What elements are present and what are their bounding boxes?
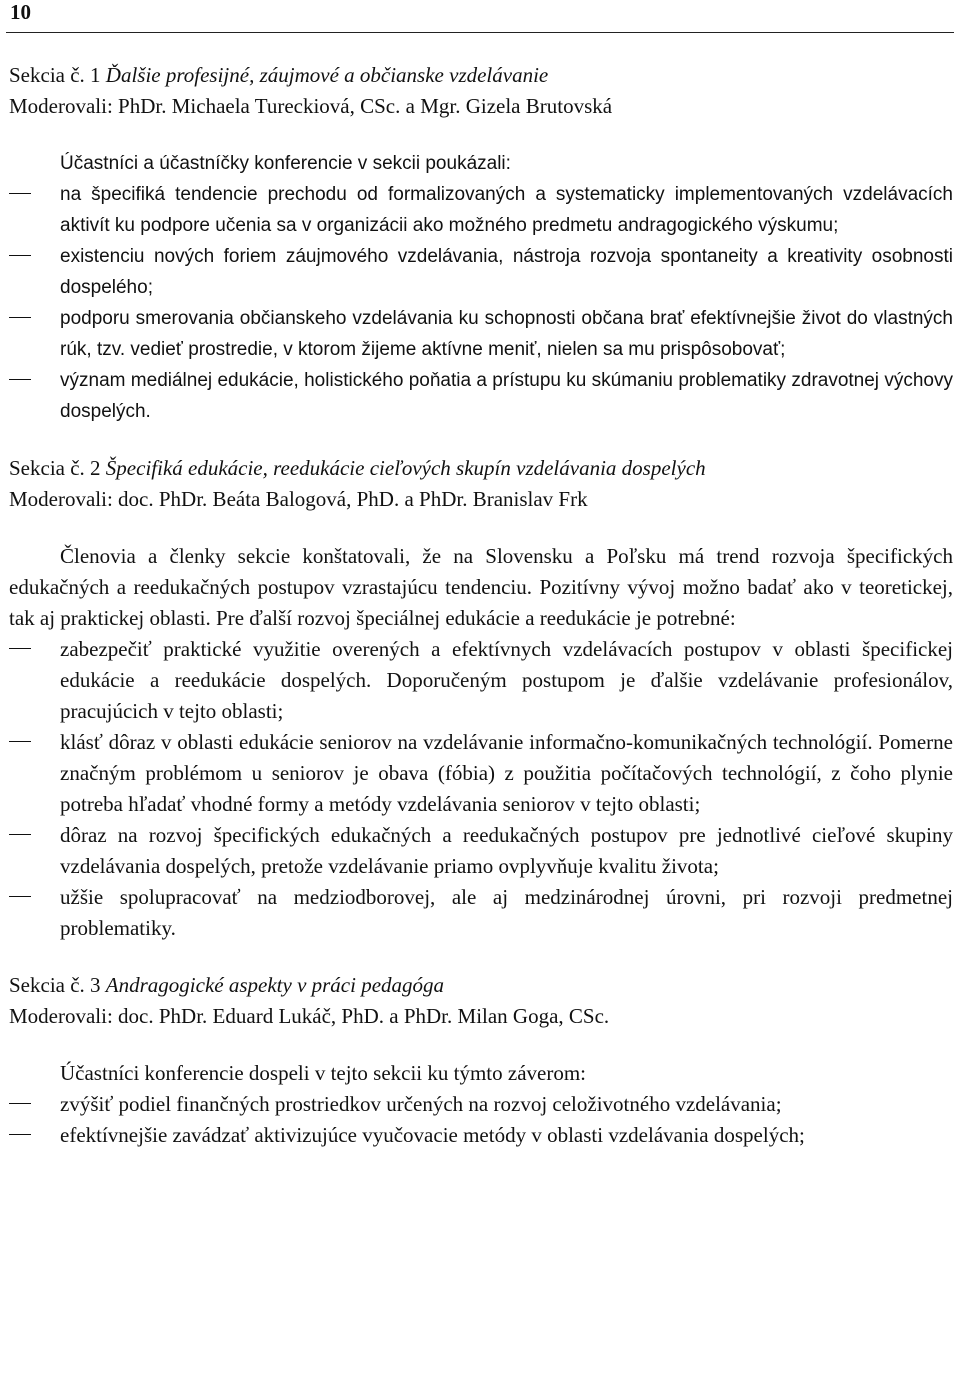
section-title <box>9 60 953 91</box>
section-name: Špecifiká edukácie, reedukácie cieľových skupín vzdelávania dospelých <box>105 456 706 480</box>
section-moderators: Moderovali: PhDr. Michaela Tureckiová, CSc. a Mgr. Gizela Brutovská <box>9 94 613 118</box>
section-title <box>9 453 953 484</box>
dash-bullet-icon <box>9 741 31 742</box>
section-name: Andragogické aspekty v práci pedagóga <box>105 973 445 997</box>
list-item: existenciu nových foriem záujmového vzdelávania, nástroja rozvoja spontaneity a kreativity osobnosti dospelého; <box>9 241 953 303</box>
list-item: zvýšiť podiel finančných prostriedkov určených na rozvoj celoživotného vzdelávania; <box>9 1089 953 1120</box>
dash-bullet-icon <box>9 1103 31 1104</box>
section-1 <box>9 60 953 427</box>
dash-bullet-icon <box>9 255 31 256</box>
bullet-list <box>9 179 953 427</box>
list-item: užšie spolupracovať na medziodborovej, ale aj medzinárodnej úrovni, pri rozvoji predmetnej problematiky. <box>9 882 953 944</box>
list-item: podporu smerovania občianskeho vzdelávania ku schopnosti občana brať efektívnejšie život do vlastných rúk, tzv. vedieť prostredie, v ktorom žijeme aktívne meniť, nielen sa mu prispôsobovať; <box>9 303 953 365</box>
dash-bullet-icon <box>9 648 31 649</box>
section-3 <box>9 970 953 1151</box>
section-2 <box>9 453 953 944</box>
dash-bullet-icon <box>9 193 31 194</box>
dash-bullet-icon <box>9 1134 31 1135</box>
bullet-list <box>9 634 953 944</box>
header-rule <box>6 32 954 33</box>
section-intro: Účastníci konferencie dospeli v tejto sekcii ku týmto záverom: <box>60 1061 587 1085</box>
dash-bullet-icon <box>9 379 31 380</box>
list-item: efektívnejšie zavádzať aktivizujúce vyučovacie metódy v oblasti vzdelávania dospelých; <box>9 1120 953 1151</box>
section-moderators: Moderovali: doc. PhDr. Beáta Balogová, PhD. a PhDr. Branislav Frk <box>9 487 588 511</box>
document-body <box>9 60 953 1177</box>
page-header <box>0 0 960 34</box>
dash-bullet-icon <box>9 896 31 897</box>
list-item: zabezpečiť praktické využitie overených a efektívnych vzdelávacích postupov v oblasti špecifickej edukácie a reedukácie dospelých. Doporučeným postupom je ďalšie vzdelávanie profesionálov, pracujúcich v tejto oblasti; <box>9 634 953 727</box>
section-moderators: Moderovali: doc. PhDr. Eduard Lukáč, PhD. a PhDr. Milan Goga, CSc. <box>9 1004 610 1028</box>
list-item: na špecifiká tendencie prechodu od formalizovaných a systematicky implementovaných vzdelávacích aktivít ku podpore učenia sa v organizácii ako možného predmetu andragogického výskumu; <box>9 179 953 241</box>
section-name: Ďalšie profesijné, záujmové a občianske vzdelávanie <box>105 63 549 87</box>
dash-bullet-icon <box>9 834 31 835</box>
section-label: Sekcia č. 1 <box>9 63 106 87</box>
section-intro: Členovia a členky sekcie konštatovali, že na Slovensku a Poľsku má trend rozvoja špecifických edukačných a reedukačných postupov vzrastajúcu tendenciu. Pozitívny vývoj možno badať ako v teoretickej, tak aj praktickej oblasti. Pre ďalší rozvoj špeciálnej edukácie a reedukácie je potrebné: <box>9 544 953 630</box>
dash-bullet-icon <box>9 317 31 318</box>
section-intro: Účastníci a účastníčky konferencie v sekcii poukázali: <box>60 153 511 174</box>
section-title <box>9 970 953 1001</box>
list-item: dôraz na rozvoj špecifických edukačných a reedukačných postupov pre jednotlivé cieľové skupiny vzdelávania dospelých, pretože vzdelávanie priamo ovplyvňuje kvalitu života; <box>9 820 953 882</box>
section-label: Sekcia č. 3 <box>9 973 106 997</box>
section-label: Sekcia č. 2 <box>9 456 106 480</box>
list-item: význam mediálnej edukácie, holistického poňatia a prístupu ku skúmaniu problematiky zdravotnej výchovy dospelých. <box>9 365 953 427</box>
bullet-list <box>9 1089 953 1151</box>
list-item: klásť dôraz v oblasti edukácie seniorov na vzdelávanie informačno-komunikačných technológií. Pomerne značným problémom u seniorov je obava (fóbia) z použitia počítačových technológií, z čoho plynie potreba hľadať vhodné formy a metódy vzdelávania seniorov v tejto oblasti; <box>9 727 953 820</box>
page-number: 10 <box>10 0 31 24</box>
